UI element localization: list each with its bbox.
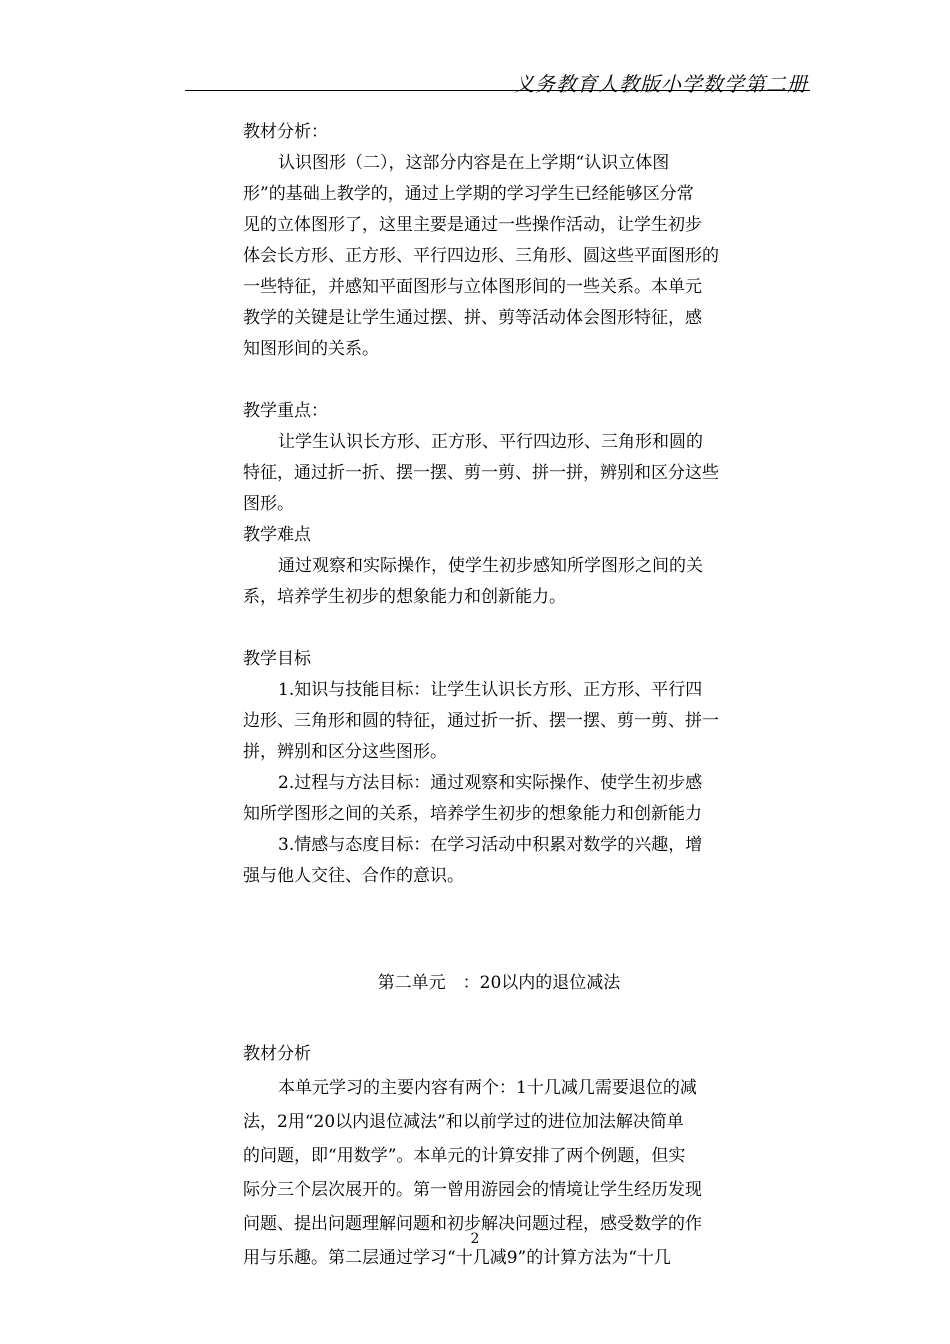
paragraph-line: 特征，通过折一折、摆一摆、剪一剪、拼一拼，辨别和区分这些	[243, 463, 719, 483]
paragraph-line: 际分三个层次展开的。第一曾用游园会的情境让学生经历发现	[243, 1180, 702, 1200]
page-number: 2	[470, 1231, 480, 1247]
paragraph-line: 通过观察和实际操作，使学生初步感知所学图形之间的关	[278, 556, 703, 576]
spacer	[243, 999, 755, 1037]
paragraph-line: 问题、提出问题理解问题和初步解决问题过程，感受数学的作	[243, 1214, 702, 1234]
paragraph-line: 图形。	[243, 494, 294, 514]
spacer	[243, 613, 755, 644]
unit-title: 第二单元 ：20以内的退位减法	[377, 973, 621, 993]
section-heading-goals: 教学目标	[243, 649, 311, 669]
paragraph-line: 知所学图形之间的关系，培养学生初步的想象能力和创新能力	[243, 804, 702, 824]
paragraph-line: 法，2用“20以内退位减法”和以前学过的进位加法解决简单	[243, 1112, 684, 1132]
paragraph-line: 边形、三角形和圆的特征，通过折一折、摆一摆、剪一剪、拼一	[243, 711, 719, 731]
header-rule	[185, 90, 810, 91]
running-header-title: 义务教育人教版小学数学第二册	[514, 72, 808, 96]
paragraph-line: 系，培养学生初步的想象能力和创新能力。	[243, 587, 566, 607]
section-heading-key-points: 教学重点：	[243, 401, 328, 421]
paragraph-line: 本单元学习的主要内容有两个：1十几减几需要退位的减	[278, 1078, 697, 1098]
paragraph-line: 2.过程与方法目标：通过观察和实际操作、使学生初步感	[278, 773, 703, 793]
paragraph-line: 知图形间的关系。	[243, 339, 379, 359]
spacer	[243, 892, 755, 930]
paragraph-line: 3.情感与态度目标：在学习活动中积累对数学的兴趣，增	[278, 835, 703, 855]
section-heading-difficulties: 教学难点	[243, 525, 311, 545]
page-body	[243, 117, 755, 1275]
section-heading-analysis: 教材分析：	[243, 122, 328, 142]
paragraph-line: 教学的关键是让学生通过摆、拼、剪等活动体会图形特征，感	[243, 308, 702, 328]
paragraph-line: 见的立体图形了，这里主要是通过一些操作活动，让学生初步	[243, 215, 702, 235]
paragraph-line: 让学生认识长方形、正方形、平行四边形、三角形和圆的	[278, 432, 703, 452]
paragraph-line: 体会长方形、正方形、平行四边形、三角形、圆这些平面图形的	[243, 246, 719, 266]
spacer	[243, 365, 755, 396]
paragraph-line: 强与他人交往、合作的意识。	[243, 866, 464, 886]
paragraph-line: 1.知识与技能目标：让学生认识长方形、正方形、平行四	[278, 680, 703, 700]
spacer	[243, 930, 755, 968]
section-heading-analysis: 教材分析	[243, 1044, 311, 1064]
paragraph-line: 认识图形（二），这部分内容是在上学期“认识立体图	[278, 153, 670, 173]
paragraph-line: 拼，辨别和区分这些图形。	[243, 742, 447, 762]
paragraph-line: 一些特征，并感知平面图形与立体图形间的一些关系。本单元	[243, 277, 702, 297]
paragraph-line: 用与乐趣。第二层通过学习“十几减9”的计算方法为“十几	[243, 1248, 671, 1268]
paragraph-line: 的问题，即“用数学”。本单元的计算安排了两个例题，但实	[243, 1146, 686, 1166]
paragraph-line: 形”的基础上教学的，通过上学期的学习学生已经能够区分常	[243, 184, 694, 204]
